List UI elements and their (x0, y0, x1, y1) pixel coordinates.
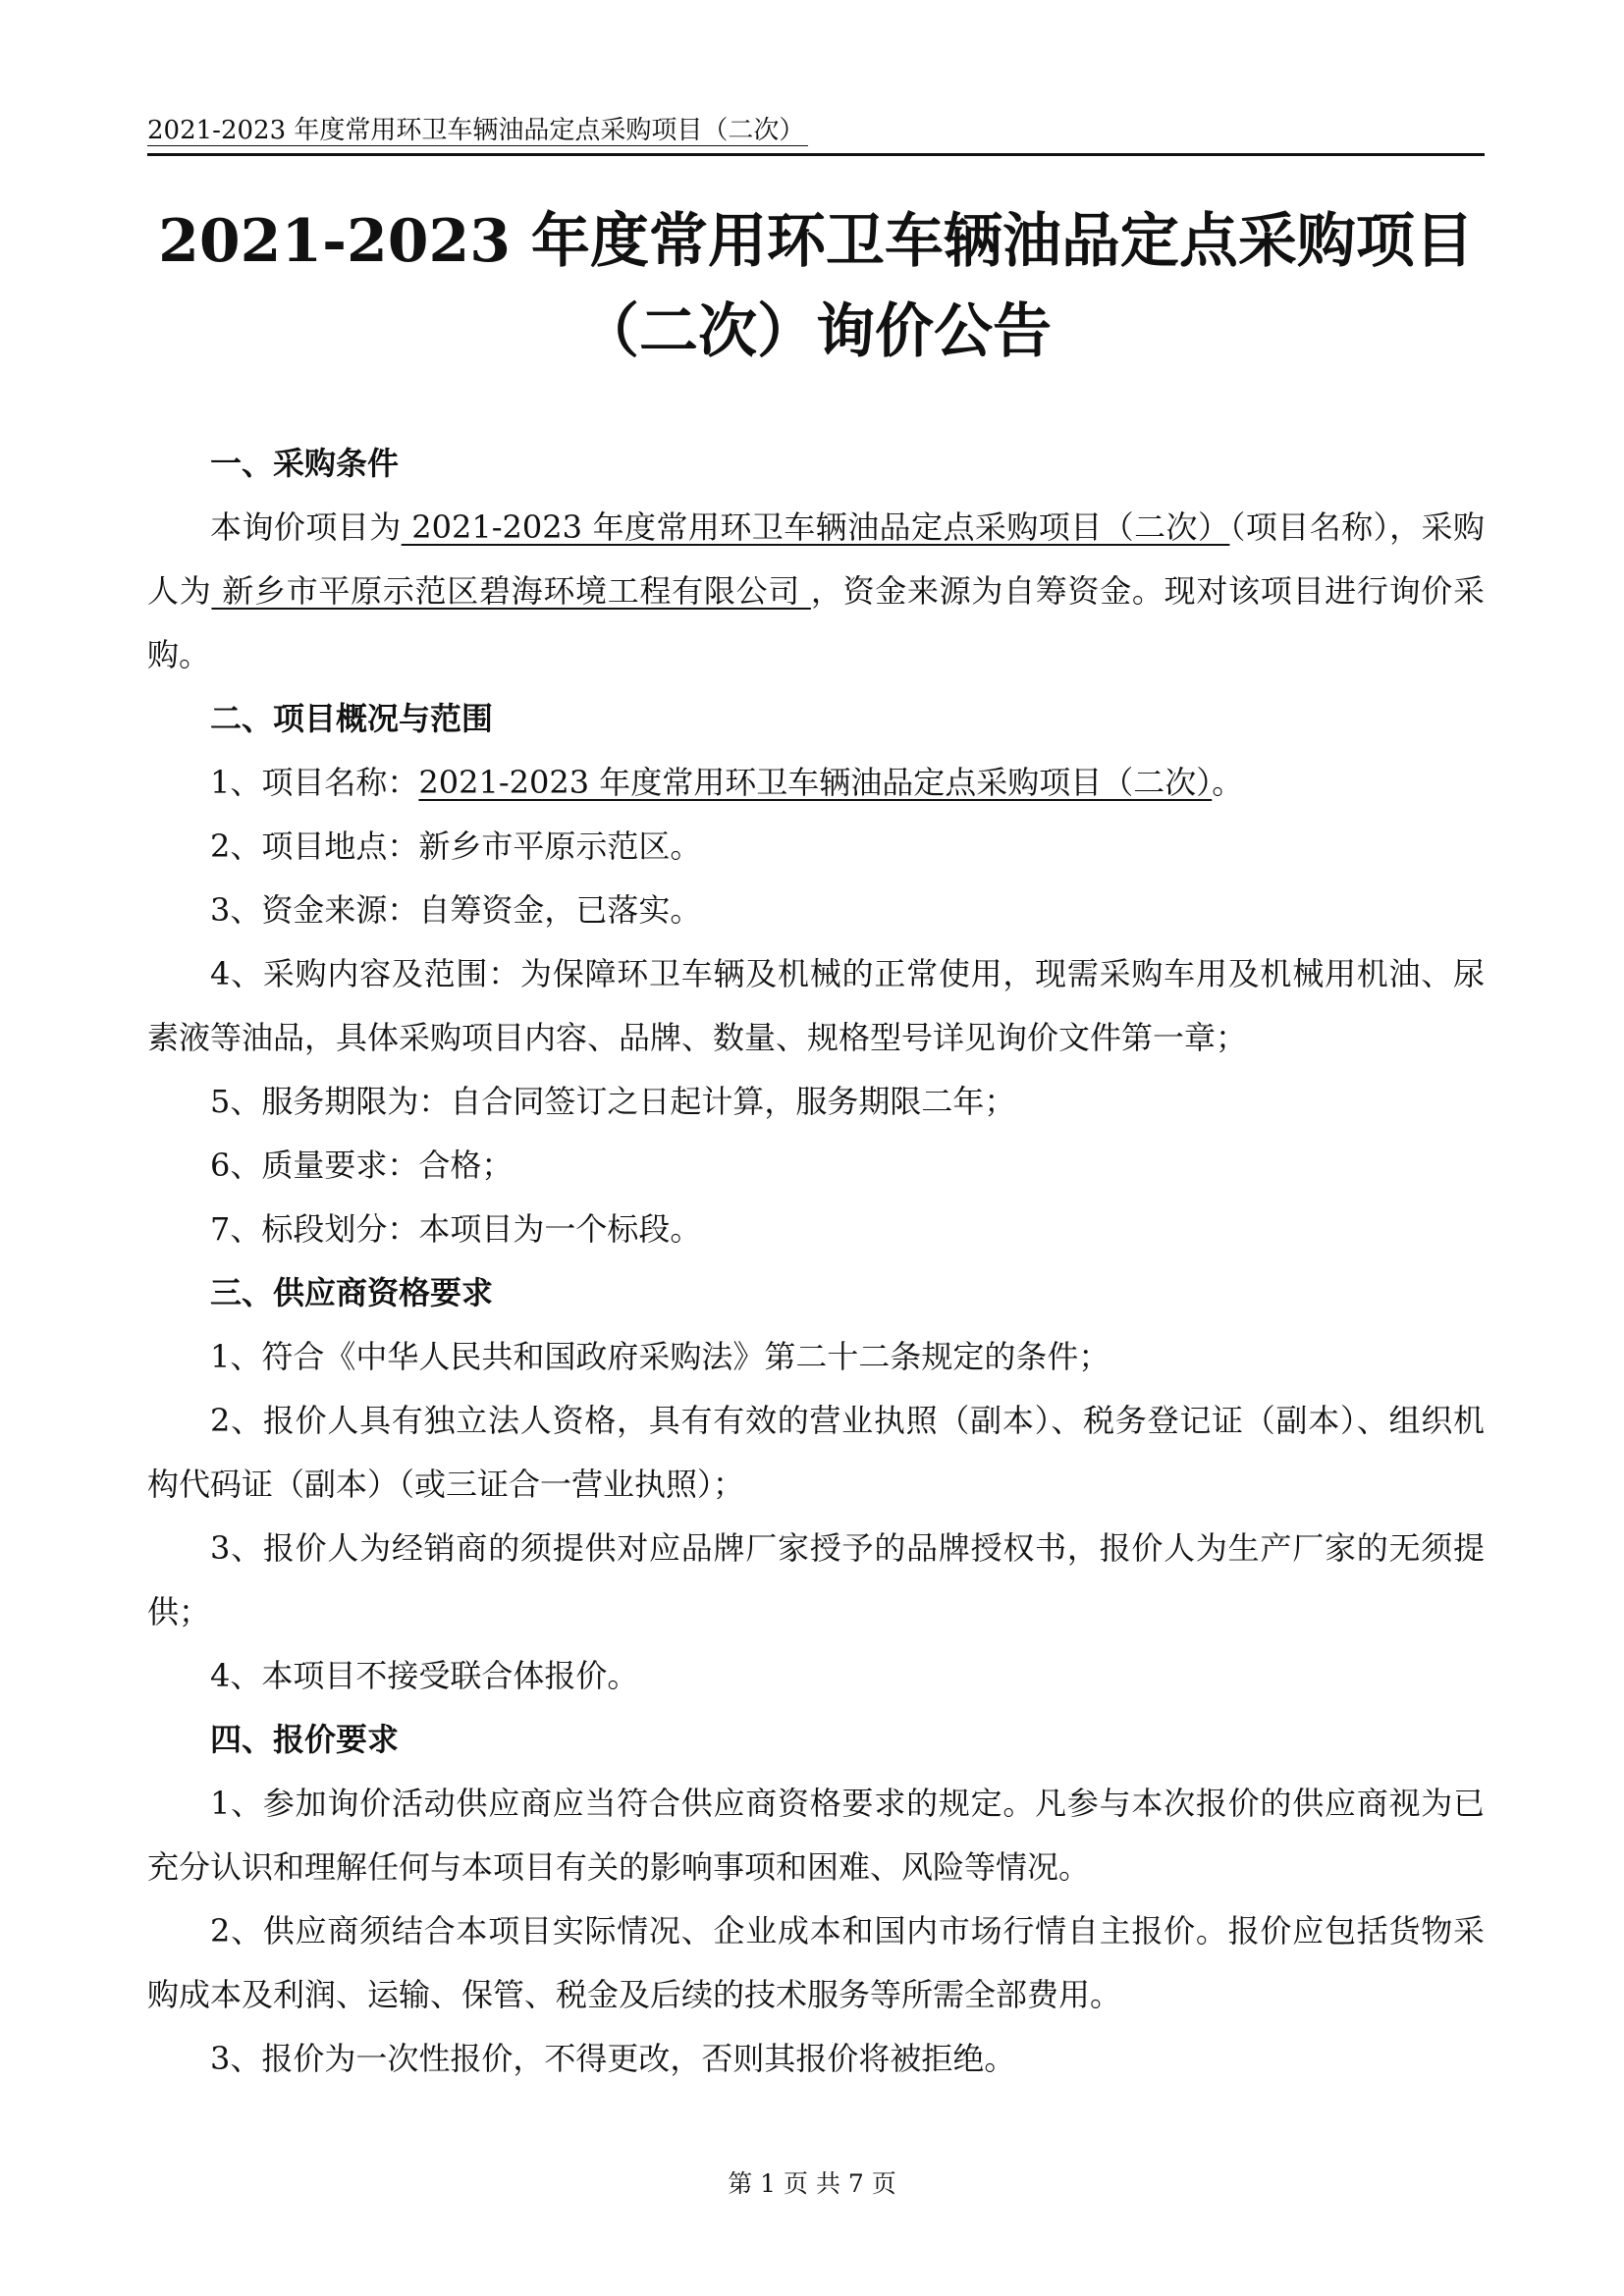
section-3-item-2: 2、报价人具有独立法人资格，具有有效的营业执照（副本）、税务登记证（副本）、组织机构代码证（副本）（或三证合一营业执照）； (147, 1402, 1485, 1503)
running-header (147, 114, 1483, 147)
section-2-item-1 (147, 751, 1485, 815)
s1-text-b: （项目名称），采购人为 (147, 508, 1485, 610)
section-3-heading: 三、供应商资格要求 (210, 1274, 494, 1311)
document-title-line-2: （二次）询价公告 (580, 297, 1052, 366)
header-rule (147, 153, 1485, 156)
page-number: 第 1 页 共 7 页 (728, 2169, 896, 2198)
section-3-item-4: 4、本项目不接受联合体报价。 (210, 1657, 639, 1694)
s1-text-c: ，资金来源为自筹资金。现对该项目进行询价采购。 (147, 572, 1485, 673)
section-4-item-2: 2、供应商须结合本项目实际情况、企业成本和国内市场行情自主报价。报价应包括货物采购成本及利润、运输、保管、税金及后续的技术服务等所需全部费用。 (147, 1912, 1485, 2013)
section-1-heading: 一、采购条件 (210, 445, 400, 482)
document-body (147, 432, 1485, 2091)
section-2-item-2: 2、项目地点：新乡市平原示范区。 (210, 828, 702, 865)
section-2-item-5: 5、服务期限为：自合同签订之日起计算，服务期限二年； (210, 1083, 1016, 1120)
section-3-item-1: 1、符合《中华人民共和国政府采购法》第二十二条规定的条件； (210, 1338, 1110, 1375)
s1-text-a: 本询价项目为 (210, 508, 402, 546)
s2-item1-project-underlined: 2021-2023 年度常用环卫车辆油品定点采购项目（二次） (418, 764, 1213, 801)
buyer-name-underlined: 新乡市平原示范区碧海环境工程有限公司 (211, 572, 811, 610)
project-name-underlined: 2021-2023 年度常用环卫车辆油品定点采购项目（二次） (401, 508, 1230, 546)
section-3-item-3: 3、报价人为经销商的须提供对应品牌厂家授予的品牌授权书，报价人为生产厂家的无须提供； (147, 1529, 1485, 1630)
section-4-item-3: 3、报价为一次性报价，不得更改，否则其报价将被拒绝。 (210, 2040, 1016, 2077)
running-header-title: 2021-2023 年度常用环卫车辆油品定点采购项目（二次） (147, 116, 808, 146)
document-title (147, 196, 1485, 377)
page-footer (0, 2167, 1624, 2201)
section-2-heading: 二、项目概况与范围 (210, 700, 494, 737)
section-2-item-6: 6、质量要求：合格； (210, 1147, 514, 1184)
section-1-paragraph (147, 496, 1485, 687)
section-2-item-3: 3、资金来源：自筹资金，已落实。 (210, 891, 702, 929)
document-title-line-1: 2021-2023 年度常用环卫车辆油品定点采购项目 (158, 207, 1474, 276)
s2-item1-end: 。 (1212, 764, 1244, 801)
section-4-heading: 四、报价要求 (210, 1721, 400, 1758)
section-4-item-1: 1、参加询价活动供应商应当符合供应商资格要求的规定。凡参与本次报价的供应商视为已充分认识和理解任何与本项目有关的影响事项和困难、风险等情况。 (147, 1785, 1485, 1886)
section-2-item-4: 4、采购内容及范围：为保障环卫车辆及机械的正常使用，现需采购车用及机械用机油、尿素液等油品，具体采购项目内容、品牌、数量、规格型号详见询价文件第一章； (147, 955, 1485, 1056)
section-2-item-7: 7、标段划分：本项目为一个标段。 (210, 1210, 702, 1248)
s2-item1-label: 1、项目名称： (210, 764, 419, 801)
